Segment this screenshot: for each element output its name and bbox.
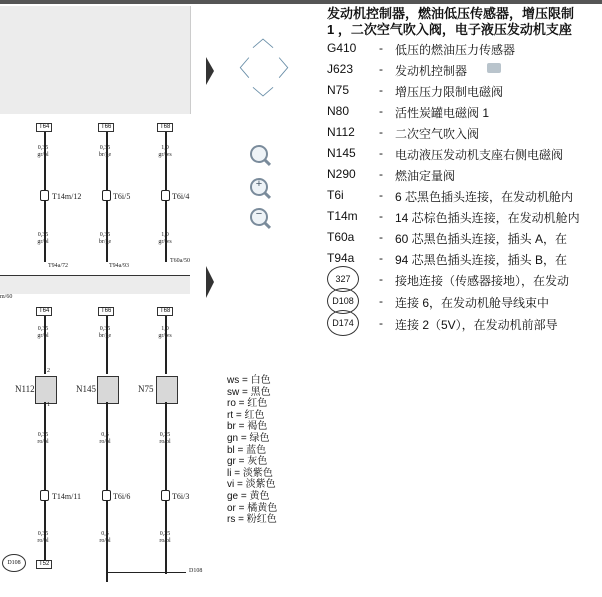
pan-down-icon[interactable]: ﹀ xyxy=(252,86,275,111)
zoom-reset-icon[interactable] xyxy=(250,145,268,163)
color-legend-item: sw = 黑色 xyxy=(227,386,271,398)
pin-label: T68 xyxy=(157,123,173,132)
wire-color: br/ge xyxy=(98,333,112,339)
pin-number: 1 xyxy=(47,402,50,408)
bus-label: D108 xyxy=(189,568,203,574)
pan-left-icon[interactable]: 〈 xyxy=(228,56,251,81)
pin-label: T64 xyxy=(36,307,52,316)
color-legend-item: rt = 红色 xyxy=(227,409,265,421)
wire-gauge: 0,35 xyxy=(99,326,111,332)
connector-icon xyxy=(161,190,170,201)
wire-color: gr/ws xyxy=(158,239,172,245)
color-legend-item: gn = 绿色 xyxy=(227,433,270,444)
wire-gauge: 1,0 xyxy=(161,145,169,151)
solenoid-valve-icon xyxy=(35,376,57,404)
wire-gauge: 0,35 xyxy=(37,145,49,151)
wire-gauge: 0,35 xyxy=(99,145,111,151)
conn-label: T94a/72 xyxy=(48,263,68,269)
wire-gauge: 0,35 xyxy=(37,326,49,332)
solenoid-valve-icon xyxy=(97,376,119,404)
connector-label: T14m/11 xyxy=(52,492,82,501)
edge-label: m/60 xyxy=(0,294,13,300)
connector-icon xyxy=(102,190,111,201)
connector-label: T6i/5 xyxy=(113,192,131,201)
wire-gauge: 0,35 xyxy=(159,432,171,438)
zoom-in-icon[interactable]: + xyxy=(250,178,268,196)
color-legend-item: or = 橘黄色 xyxy=(227,502,278,514)
connector-icon xyxy=(161,490,170,501)
color-legend-item: bl = 蓝色 xyxy=(227,444,267,456)
wire-gauge: 0,5 xyxy=(101,531,109,537)
panel-arrow-icon[interactable] xyxy=(206,266,214,298)
connector-label: T6i/4 xyxy=(172,192,190,201)
color-legend-item: li = 淡紫色 xyxy=(227,467,273,479)
panel-arrow-icon[interactable] xyxy=(206,57,214,85)
wire-gauge: 0,35 xyxy=(99,232,111,238)
component-label: N75 xyxy=(138,384,154,394)
color-legend-item: rs = 粉红色 xyxy=(227,514,277,526)
diagram-grey-band-mid xyxy=(0,275,190,294)
pan-right-icon[interactable]: 〉 xyxy=(278,56,301,81)
description-panel: 发动机控制器，燃油低压传感器，增压限制 1 ，二次空气吹入阀，电子液压发动机支座 G410 - 低压的燃油压力传感器 J623 - 发动机控制器 N75 - 增压压力限制电磁阀 N80 - 活性炭罐电磁阀 1 N112 - 二次空气吹入阀 N145 - 电动液压发动机支座右侧电磁阀 N290 - 燃油定量阀 T6i - 6 芯黑色插头连接，在发动机舱内 T14m - 14 芯棕色插头连接，在发动机舱内 T60a - 60 芯黑色插头连接，插头 A，在 T94a - 94 芯黑色插头连接，插头 B，在 327 - 接地连接（传感器接地），在发动 D108 - 连接 6，在发动机舱导线束中 D174 - 连接 2（5V），在发动机前部导 xyxy=(327,6,602,336)
panel-title-line1: 发动机控制器，燃油低压传感器，增压限制 xyxy=(327,6,575,21)
wire-color: gr/bl xyxy=(37,333,49,339)
color-legend-item: gr = 灰色 xyxy=(227,456,268,468)
wire-gauge: 1,0 xyxy=(161,232,169,238)
pin-label: T68 xyxy=(157,307,173,316)
conn-label: T60a/50 xyxy=(170,258,190,264)
color-legend-item: ws = 白色 xyxy=(227,375,271,386)
wire-gauge: 0,35 xyxy=(159,531,171,537)
zoom-out-icon[interactable]: − xyxy=(250,208,268,226)
connector-icon xyxy=(102,490,111,501)
wire-color: ro/bl xyxy=(99,538,111,544)
wire-color: ro/bl xyxy=(37,439,49,445)
wire-color: ro/bl xyxy=(159,439,171,445)
ground-circle: D108 xyxy=(2,554,26,572)
wire-gauge: 1,0 xyxy=(161,326,169,332)
solenoid-valve-icon xyxy=(156,376,178,404)
wire-color: ro/bl xyxy=(99,439,111,445)
color-legend-item: ro = 红色 xyxy=(227,398,268,410)
camera-icon[interactable] xyxy=(487,63,501,73)
pin-label: T64 xyxy=(36,123,52,132)
wire-color: gr/ws xyxy=(158,333,172,339)
pin-label: T66 xyxy=(98,123,114,132)
connector-icon xyxy=(40,190,49,201)
wire-color: gr/bl xyxy=(37,152,49,158)
connector-label: T6i/3 xyxy=(172,492,190,501)
ground-symbol: 327 xyxy=(327,266,359,292)
wire-color: br/ge xyxy=(98,152,112,158)
header-bar xyxy=(0,0,602,4)
ground-symbol: D108 xyxy=(327,288,359,314)
connector-icon xyxy=(40,490,49,501)
connector-label: T6i/6 xyxy=(113,492,131,501)
component-label: N145 xyxy=(76,384,96,394)
wire-color: ro/bl xyxy=(37,538,49,544)
color-legend-item: vi = 淡紫色 xyxy=(227,479,276,491)
wire-color: br/ge xyxy=(98,239,112,245)
ground-symbol: D174 xyxy=(327,310,359,336)
color-legend-item: ge = 黄色 xyxy=(227,491,270,502)
component-label: N112 xyxy=(15,384,35,394)
wire-gauge: 0,35 xyxy=(37,531,49,537)
color-legend-item: br = 褐色 xyxy=(227,421,268,433)
wire-gauge: 0,5 xyxy=(101,432,109,438)
panel-title-line2: 1 ，二次空气吹入阀，电子液压发动机支座 xyxy=(327,22,572,37)
connector-label: T14m/12 xyxy=(52,192,82,201)
conn-label: T94a/93 xyxy=(109,263,129,269)
diagram-grey-band-top xyxy=(0,6,191,114)
pin-number: 2 xyxy=(47,368,50,374)
ground-bus-line xyxy=(106,572,186,573)
wire-color: ro/bl xyxy=(159,538,171,544)
pan-up-icon[interactable]: ︿ xyxy=(252,26,275,51)
ground-box: T52 xyxy=(36,560,52,569)
wire-gauge: 0,35 xyxy=(37,432,49,438)
wire-gauge: 0,35 xyxy=(37,232,49,238)
wire-color: gr/ws xyxy=(158,152,172,158)
pin-label: T66 xyxy=(98,307,114,316)
wire-color: gr/bl xyxy=(37,239,49,245)
